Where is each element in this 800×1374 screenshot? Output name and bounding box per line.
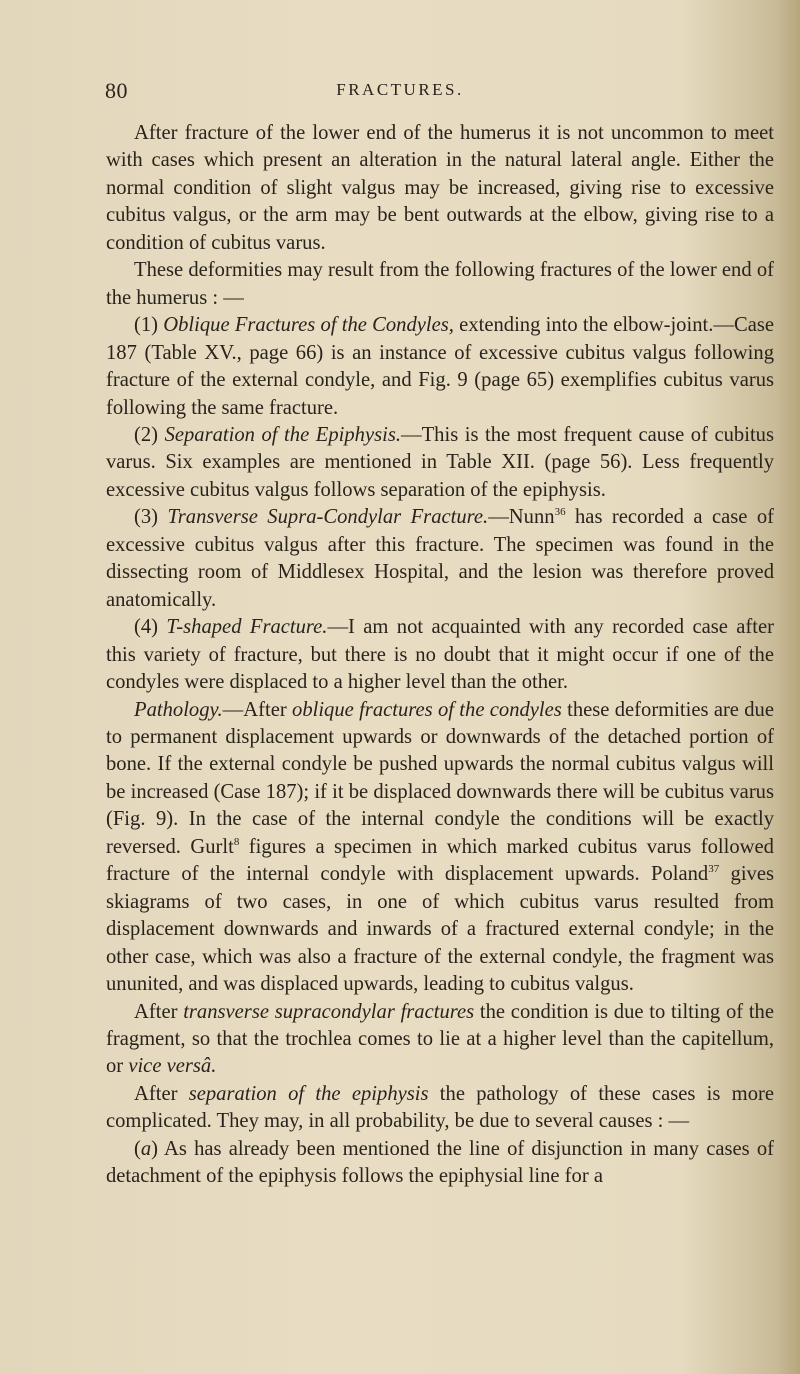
paragraph-pathology: Pathology.—After oblique fractures of the condyles these deformities are due to permanent displacement upwards or downwards of the detached portion of bone. If the external condyle be pushed upwards the normal cubitus valgus will be increased (Case 187); if it be displaced downwards there will be cubitus varus (Fig. 9). In the case of the internal condyle the conditions will be exactly reversed. Gurlt$^8$ figures a specimen in which marked cubitus varus followed fracture of the internal condyle with displacement upwards. Poland$^{37}$ gives skiagrams of two cases, in one of which cubitus varus resulted from displacement downwards and inwards of a fractured external condyle; in the other case, which was also a fracture of the external condyle, the fragment was ununited, and was displaced upwards, leading to cubitus valgus. [106, 698, 774, 996]
paragraph-intro: After fracture of the lower end of the humerus it is not uncommon to meet with cases which present an alteration in the natural lateral angle. Either the normal condition of slight valgus may be increased, giving rise to excessive cubitus valgus, or the arm may be bent outwards at the elbow, giving rise to a condition of cubitus varus. [106, 122, 774, 254]
paragraph-deformities: These deformities may result from the following fractures of the lower end of the humerus : — [106, 259, 774, 309]
page-number: 80 [105, 78, 128, 103]
section-title-pathology: Pathology. [134, 698, 223, 721]
page-body [106, 120, 774, 1191]
reference-marker: 8 [233, 835, 240, 848]
paragraph-supracondylar: (3) Transverse Supra-Condylar Fracture.—Nunn$^{36}$ has recorded a case of excessive cubitus valgus after this fracture. The specimen was found in the dissecting room of Middlesex Hospital, and the lesion was therefore proved anatomically. [106, 506, 774, 611]
paragraph-t-shaped: (4) T-shaped Fracture.—I am not acquainted with any recorded case after this variety of fracture, but there is no doubt that it might occur if one of the condyles were displaced to a higher level than the other. [106, 616, 774, 694]
section-title-oblique: Oblique Fractures of the Condyles, [163, 314, 454, 337]
reference-marker: 36 [554, 506, 566, 519]
section-title-supracondylar: Transverse Supra-Condylar Fracture. [167, 506, 489, 529]
paragraph-oblique-fractures: (1) Oblique Fractures of the Condyles, extending into the elbow-joint.—Case 187 (Table XV., page 66) is an instance of excessive cubitus valgus following fracture of the external condyle, and Fig. 9 (page 65) exemplifies cubitus varus following the same fracture. [106, 314, 774, 419]
reference-marker: 37 [708, 863, 720, 876]
paragraph-separation-epiphysis: (2) Separation of the Epiphysis.—This is the most frequent cause of cubitus varus. Six examples are mentioned in Table XII. (page 56). Less frequently excessive cubitus valgus follows separation of the epiphysis. [106, 423, 774, 501]
section-title-separation: Separation of the Epiphysis. [164, 423, 401, 446]
paragraph-cause-a: (a) As has already been mentioned the line of disjunction in many cases of detachment of the epiphysis follows the epiphysial line for a [106, 1137, 774, 1188]
paragraph-supracondylar-pathology: After transverse supracondylar fractures the condition is due to tilting of the fragment, so that the trochlea comes to lie at a higher level than the capitellum, or vice versâ. [106, 1000, 774, 1078]
paragraph-epiphysis-pathology: After separation of the epiphysis the pathology of these cases is more complicated. They may, in all probability, be due to several causes : — [106, 1082, 774, 1133]
running-title: FRACTURES. [336, 80, 464, 99]
page-header [0, 78, 800, 102]
section-title-t-shaped: T-shaped Fracture. [166, 616, 328, 639]
